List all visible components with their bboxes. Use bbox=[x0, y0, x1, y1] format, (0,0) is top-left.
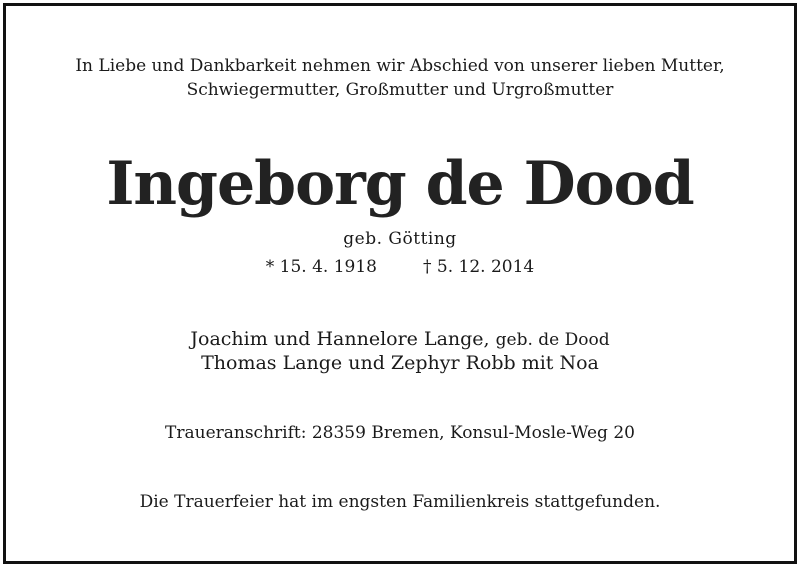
death-date: † 5. 12. 2014 bbox=[423, 257, 535, 277]
family-nee: geb. de Dood bbox=[495, 330, 610, 350]
family-line-1 bbox=[0, 326, 800, 353]
intro-text-line-2: Schwiegermutter, Großmutter und Urgroßmutter bbox=[186, 80, 614, 100]
maiden-name: geb. Götting bbox=[343, 229, 457, 249]
life-dates bbox=[0, 256, 800, 278]
family-line-2: Thomas Lange und Zephyr Robb mit Noa bbox=[201, 352, 599, 374]
family-names-1: Joachim und Hannelore Lange, bbox=[190, 328, 490, 350]
intro-text-line-1: In Liebe und Dankbarkeit nehmen wir Abschied von unserer lieben Mutter, bbox=[75, 56, 725, 76]
ceremony-note: Die Trauerfeier hat im engsten Familienkreis stattgefunden. bbox=[139, 492, 661, 512]
mourning-address: Traueranschrift: 28359 Bremen, Konsul-Mosle-Weg 20 bbox=[165, 423, 635, 443]
birth-date: * 15. 4. 1918 bbox=[265, 257, 377, 277]
deceased-name: Ingeborg de Dood bbox=[106, 149, 694, 219]
